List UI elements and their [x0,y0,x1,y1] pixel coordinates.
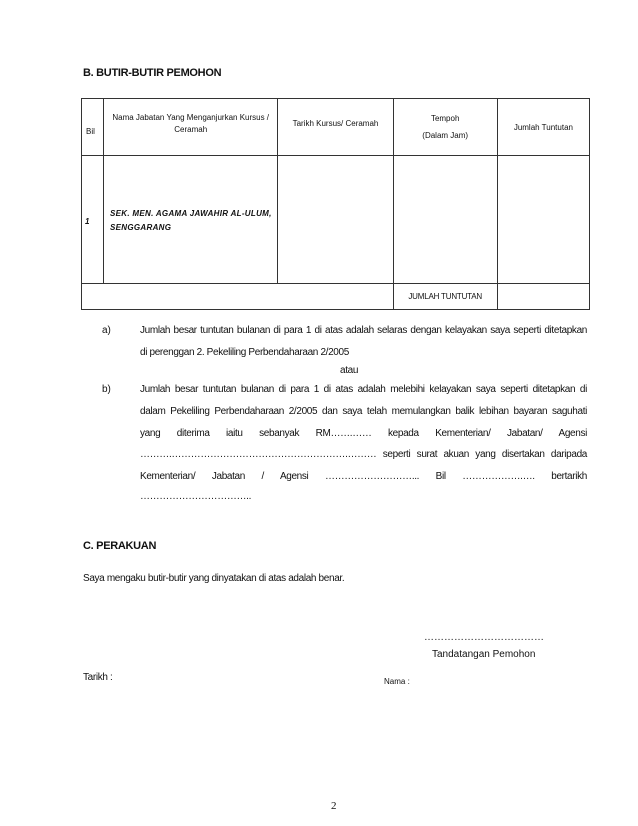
total-label: JUMLAH TUNTUTAN [393,284,497,310]
section-c-title: C. PERAKUAN [83,540,157,552]
item-b-line6: …………………………….. [140,491,252,502]
perakuan-statement: Saya mengaku butir-butir yang dinyatakan di atas adalah benar. [83,573,345,584]
total-row-blank [82,284,394,310]
claim-table [81,98,590,310]
signature-label: Tandatangan Pemohon [432,649,536,660]
item-a-line1: Jumlah besar tuntutan bulanan di para 1 di atas adalah selaras dengan kelayakan saya seperti ditetapkan [140,325,587,336]
table-header-row [82,99,590,156]
header-tempoh-sub: (Dalam Jam) [422,131,469,140]
header-tempoh-title: Tempoh [430,114,460,123]
item-b-line1: Jumlah besar tuntutan bulanan di para 1 di atas adalah melebihi kelayakan saya seperti ditetapkan di [140,384,587,395]
item-a-marker: a) [102,325,111,336]
tarikh-label: Tarikh : [83,672,113,683]
signature-line[interactable]: ……………………………… [424,632,544,643]
row-nama-jabatan [104,156,278,284]
row-nama-line1: SEK. MEN. AGAMA JAWAHIR AL-ULUM, [110,209,272,218]
row-jumlah-cell[interactable] [497,156,589,284]
header-nama-jabatan: Nama Jabatan Yang Menganjurkan Kursus / Ceramah [104,99,278,156]
row-tempoh-cell[interactable] [393,156,497,284]
item-b-line5: Kementerian/ Jabatan / Agensi ………………………... Bil ……………….…. bertarikh [140,471,587,482]
item-a-line2: di perenggan 2. Pekeliling Perbendaharaan 2/2005 [140,347,349,358]
row-nama-line2: SENGGARANG [110,223,172,232]
item-a-atau: atau [340,365,359,376]
item-b-line2: dalam Pekeliling Perbendaharaan 2/2005 dan saya telah memulangkan balik lebihan bayaran saguhati [140,406,587,417]
header-tarikh: Tarikh Kursus/ Ceramah [278,99,393,156]
table-total-row [82,284,590,310]
page-number: 2 [331,800,337,812]
row-tarikh-cell[interactable] [278,156,393,284]
table-row [82,156,590,284]
item-b-line4: ……….……………………………………………….……… seperti surat akuan yang disertakan daripada [140,449,587,460]
header-jumlah: Jumlah Tuntutan [497,99,589,156]
row-bil: 1 [82,156,104,284]
header-bil: Bil [82,99,104,156]
item-b-marker: b) [102,384,111,395]
item-b-line3: yang diterima iaitu sebanyak RM…….…… kepada Kementerian/ Jabatan/ Agensi [140,428,587,439]
total-value-cell[interactable] [497,284,589,310]
nama-label: Nama : [384,677,410,686]
section-b-title: B. BUTIR-BUTIR PEMOHON [83,67,222,79]
header-tempoh [393,99,497,156]
